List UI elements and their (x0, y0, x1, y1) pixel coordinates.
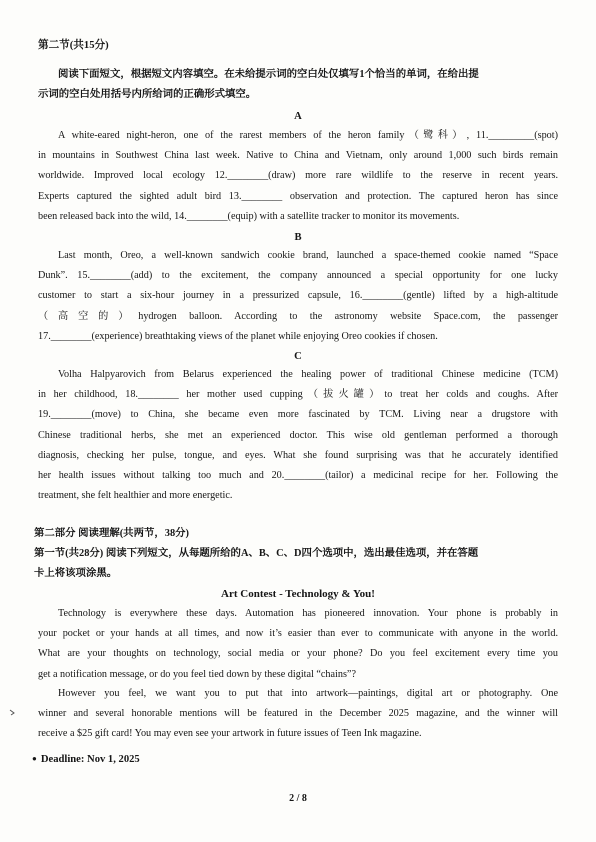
deadline (32, 750, 332, 770)
article-line: get a notification message, or do you feel tied down by these digital “chains”? (38, 668, 356, 680)
passage-line: been released back into the wild, 14.________(equip) with a satellite tracker to monitor its movements. (38, 210, 460, 222)
passage-line: in mountains in Southwest China last week. Native to China and Vietnam, only around 1,000 such birds remain (38, 150, 558, 162)
bullet-icon: ● (32, 754, 37, 763)
passage-line: Volha Halpyarovich from Belarus experienced the healing power of traditional Chinese medicine (TCM) (58, 369, 558, 380)
deadline-text: Deadline: Nov 1, 2025 (40, 754, 140, 765)
passage-a-label: A (294, 111, 302, 122)
passage-line: Last month, Oreo, a well-known sandwich cookie brand, launched a space-themed cookie named “Space (58, 250, 558, 261)
part2-subheader-line: 第一节(共28分) 阅读下列短文，从每题所给的A、B、C、D四个选项中，选出最佳选项，并在答题 (34, 548, 479, 560)
part2-title: 第二部分 阅读理解(共两节，38分) (34, 528, 189, 539)
passage-line: Chinese traditional herbs, she met an experienced doctor. This wise old gentleman performed a thorough (38, 429, 558, 441)
passage-line: A white-eared night-heron, one of the rarest members of the heron family（鹭科）, 11._________(spot) (58, 130, 558, 141)
passage-line: 19.________(move) to China, she became even more fascinated by TCM. Living near a drugstore with (38, 409, 558, 421)
article-line: Technology is everywhere these days. Automation has pioneered innovation. Your phone is probably in (58, 608, 558, 619)
part2-subheader-line: 卡上将该项涂黑。 (34, 568, 118, 580)
instruction-line: 示词的空白处用括号内所给词的正确形式填空。 (38, 89, 257, 101)
instruction-line: 阅读下面短文，根据短文内容填空。在未给提示词的空白处仅填写1个恰当的单词，在给出提 (58, 69, 479, 80)
page-number: 2 / 8 (289, 793, 307, 804)
passage-line: Dunk”. 15.________(add) to the excitement, the company announced a special opportunity for one lucky (38, 270, 558, 282)
passage-line: customer to start a six-hour journey in a pressurized capsule, 16.________(gentle) lifted by a high-altitude (38, 290, 558, 302)
passage-c-label: C (294, 351, 302, 362)
passage-b-label: B (294, 232, 302, 243)
article-title: Art Contest - Technology & You! (221, 588, 375, 600)
section-title: 第二节(共15分) (38, 40, 109, 51)
passage-line: in her childhood, 18.________ her mother used cupping（拔火罐）to treat her colds and coughs. After (38, 389, 558, 401)
article-paragraph-1 (38, 604, 558, 685)
article-line: your pocket or your hands at all times, and now it’s easier than ever to communicate with anyone in the world. (38, 628, 558, 640)
passage-line: treatment, she felt healthier and more energetic. (38, 490, 233, 502)
part2-header (34, 524, 558, 585)
passage-line: 17.________(experience) breathtaking views of the planet while enjoying Oreo cookies if chosen. (38, 330, 438, 342)
passage-line: her health issues without talking too much and 20.________(tailor) a medicinal recipe for her. Following the (38, 470, 558, 482)
article-paragraph-2 (38, 684, 558, 745)
article-line: winner and several honorable mentions will be featured in the December 2025 magazine, and the winner will (38, 708, 558, 720)
passage-line: diagnosis, checking her pulse, tongue, and eyes. What she found surprising was that he accurately identified (38, 449, 558, 461)
scan-mark-icon (9, 709, 15, 716)
article-line: However you feel, we want you to put that into artwork—paintings, digital art or photography. One (58, 688, 558, 699)
section-header (38, 36, 558, 56)
passage-line: Experts captured the sighted adult bird 13.________ observation and protection. The captured heron has since (38, 190, 558, 202)
passage-line: worldwide. Improved local ecology 12.________(draw) more rare wildlife to the reserve in recent years. (38, 170, 558, 182)
passage-c (38, 365, 558, 506)
article-line: What are your thoughts on technology, social media or your phone? Do you feel excitement every time you (38, 648, 558, 660)
article-line: receive a $25 gift card! You may even see your artwork in future issues of Teen Ink magazine. (38, 728, 422, 740)
passage-line: （高空的）hydrogen balloon. According to the astronomy website Space.com, the passenger (38, 310, 558, 322)
passage-a (38, 126, 558, 227)
section-instructions (38, 65, 558, 105)
passage-b (38, 246, 558, 347)
